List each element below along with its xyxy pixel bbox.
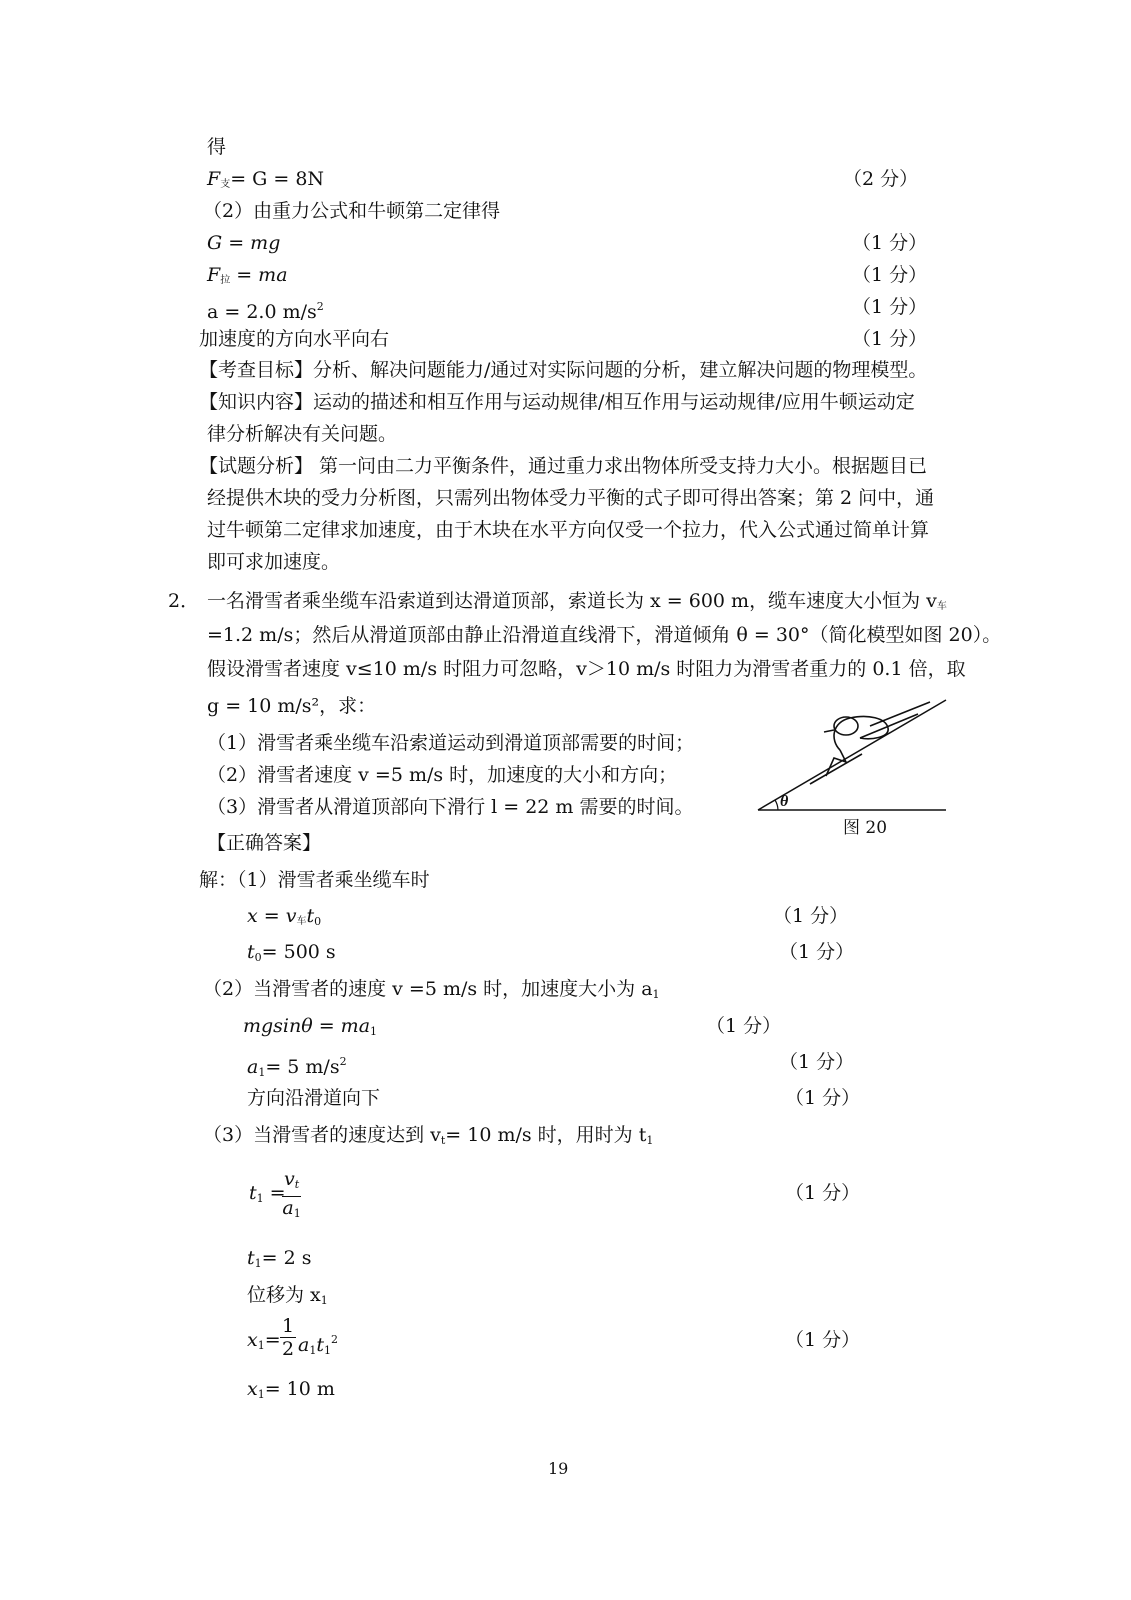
sub-question: （2）滑雪者速度 v =5 m/s 时，加速度的大小和方向；	[207, 764, 678, 786]
shiti-fenxi-cont: 过牛顿第二定律求加速度，由于木块在水平方向仅受一个拉力，代入公式通过简单计算	[207, 519, 930, 541]
equation-mgsin: mgsinθ = ma1	[243, 1015, 378, 1038]
score-label: （2 分）	[843, 168, 919, 190]
equation-t0: t0= 500 s	[247, 941, 336, 964]
equation-t1-lhs: t1 =	[249, 1182, 286, 1205]
equation-a-value: a = 2.0 $m/s^2$	[207, 300, 324, 323]
solution-intro: 解：（1）滑雪者乘坐缆车时	[199, 869, 430, 891]
equation-x1-lhs: x1=	[247, 1329, 281, 1352]
problem-statement: 一名滑雪者乘坐缆车沿索道到达滑道顶部，索道长为 x = 600 m，缆车速度大小恒为 v车	[207, 590, 947, 612]
shiti-fenxi-cont: 即可求加速度。	[207, 551, 341, 573]
score-label: （1 分）	[852, 264, 928, 286]
fraction-vt-over-a1: $\frac{vt}{a1}$	[282, 1168, 301, 1220]
text-direction-down-slope: 方向沿滑道向下	[247, 1087, 381, 1109]
score-label: （1 分）	[785, 1087, 861, 1109]
score-label: （1 分）	[785, 1329, 861, 1351]
problem-statement: =1.2 m/s；然后从滑道顶部由静止沿滑道直线滑下，滑道倾角 θ = 30°（简化模型如图 20）。	[207, 624, 1002, 646]
problem-number: 2．	[168, 590, 200, 612]
figure-caption: 图 20	[843, 818, 888, 838]
score-label: （1 分）	[779, 941, 855, 963]
text-displacement-x1: 位移为 x1	[247, 1284, 328, 1307]
problem-statement: g = 10 m/s²，求：	[207, 695, 377, 717]
equation-x1-rhs: $a1t1^2$	[298, 1333, 338, 1357]
equation-f-pull: F拉 = ma	[207, 264, 288, 286]
equation-g-mg: G = mg	[207, 232, 281, 254]
sub-question: （1）滑雪者乘坐缆车沿索道运动到滑道顶部需要的时间；	[207, 732, 695, 754]
shiti-fenxi-cont: 经提供木块的受力分析图，只需列出物体受力平衡的式子即可得出答案；第 2 问中，通	[207, 487, 935, 509]
zhishi-neirong: 【知识内容】运动的描述和相互作用与运动规律/相互作用与运动规律/应用牛顿运动定	[199, 391, 915, 413]
skier-slope-figure	[750, 688, 950, 828]
theta-label: θ	[780, 793, 789, 810]
shiti-fenxi: 【试题分析】 第一问由二力平衡条件，通过重力求出物体所受支持力大小。根据题目已	[199, 455, 928, 477]
problem-statement: 假设滑雪者速度 v≤10 m/s 时阻力可忽略，v＞10 m/s 时阻力为滑雪者重力的 0.1 倍，取	[207, 658, 966, 680]
answer-header: 【正确答案】	[207, 832, 322, 854]
fraction-one-half: $\frac{1}{2}$	[282, 1315, 295, 1360]
equation-a1: a1= 5 $m/s^2$	[247, 1055, 347, 1079]
score-label: （1 分）	[779, 1051, 855, 1073]
solution-part-2: （2）当滑雪者的速度 v =5 m/s 时，加速度大小为 a1	[203, 978, 660, 1001]
score-label: （1 分）	[773, 905, 849, 927]
score-label: （1 分）	[706, 1015, 782, 1037]
score-label: （1 分）	[852, 296, 928, 318]
score-label: （1 分）	[852, 232, 928, 254]
equation-x1-value: x1= 10 m	[247, 1378, 335, 1401]
page-number: 19	[548, 1459, 569, 1478]
sub-question: （3）滑雪者从滑道顶部向下滑行 l = 22 m 需要的时间。	[207, 796, 694, 818]
solution-part-3: （3）当滑雪者的速度达到 vt= 10 m/s 时，用时为 t1	[203, 1124, 654, 1147]
zhishi-neirong-cont: 律分析解决有关问题。	[207, 423, 398, 445]
equation-x-vt: x = v车t0	[247, 905, 322, 928]
score-label: （1 分）	[785, 1182, 861, 1204]
sub-question-heading: （2）由重力公式和牛顿第二定律得	[203, 200, 501, 222]
equation-t1-value: t1= 2 s	[247, 1247, 312, 1270]
text-de: 得	[207, 136, 227, 158]
equation-f-support: F支= G = 8N	[207, 168, 325, 190]
score-label: （1 分）	[852, 328, 928, 350]
text-acceleration-direction: 加速度的方向水平向右	[199, 328, 390, 350]
kaocha-mubiao: 【考查目标】分析、解决问题能力/通过对实际问题的分析，建立解决问题的物理模型。	[199, 359, 928, 381]
